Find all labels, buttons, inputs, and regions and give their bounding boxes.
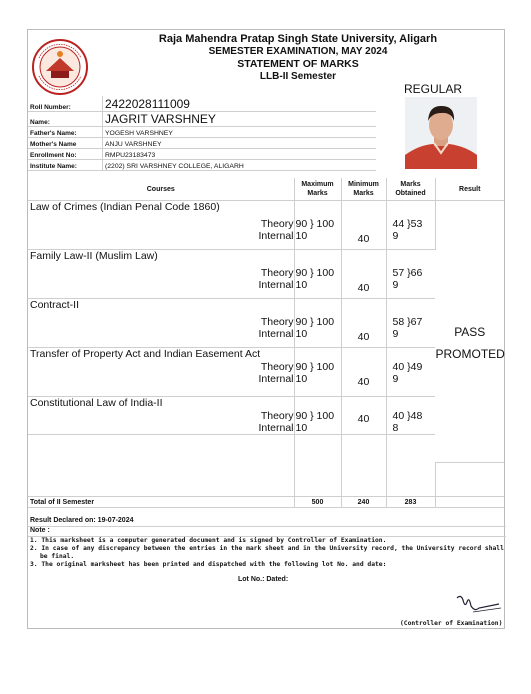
total-label: Total of II Semester <box>28 497 294 508</box>
blank-row <box>28 435 504 463</box>
theory-obtained: 40 <box>392 410 405 422</box>
total-obtained: 49 <box>410 361 423 373</box>
theory-max: 90 <box>295 218 308 230</box>
father-name-label: Father's Name: <box>28 126 103 137</box>
minimum-marks-header: Minimum Marks <box>341 178 386 201</box>
internal-label: Internal <box>258 230 294 242</box>
marks-obtained-header: Marks Obtained <box>386 178 435 201</box>
status-badge: REGULAR <box>404 82 463 96</box>
min-marks: 40 <box>357 282 370 294</box>
theory-label: Theory <box>260 361 294 373</box>
internal-obtained: 9 <box>392 328 399 340</box>
course-name: Constitutional Law of India-II <box>30 397 163 409</box>
internal-obtained: 9 <box>392 279 399 291</box>
internal-obtained: 8 <box>392 422 399 434</box>
roll-number-value: 2422028111009 <box>103 96 377 111</box>
note-3: 3. The original marksheet has been printed and dispatched with the following lot No. and date: <box>30 561 387 568</box>
internal-max: 10 <box>295 328 308 340</box>
internal-label: Internal <box>258 422 294 434</box>
min-marks: 40 <box>357 376 370 388</box>
enrollment-label: Enrollment No: <box>28 148 103 159</box>
enrollment-value: RMPU23183473 <box>103 148 377 159</box>
min-marks: 40 <box>357 331 370 343</box>
header <box>28 30 504 86</box>
total-row <box>28 497 504 508</box>
table-row: Law of Crimes (Indian Penal Code 1860) Theory Internal 90 } 100 10 40 44 }53 9 PASS PROMOTED <box>28 201 504 250</box>
semester-title: LLB-II Semester <box>259 71 337 82</box>
theory-max: 90 <box>295 267 308 279</box>
total-obtained: 53 <box>410 218 423 230</box>
note-2-cont: be final. <box>40 553 75 560</box>
table-row: Family Law-II (Muslim Law) Theory Internal 90 } 100 10 40 57 }66 9 <box>28 250 504 299</box>
internal-obtained: 9 <box>392 373 399 385</box>
institute-value: (2202) SRI VARSHNEY COLLEGE, ALIGARH <box>103 159 377 170</box>
controller-label: (Controller of Examination) <box>400 620 503 627</box>
theory-obtained: 40 <box>392 361 405 373</box>
marks-table <box>28 178 504 508</box>
total-min-marks: 240 <box>341 497 386 508</box>
student-info <box>28 96 376 171</box>
internal-max: 10 <box>295 373 308 385</box>
father-name-value: YOGESH VARSHNEY <box>103 126 377 137</box>
maximum-marks-header: Maximum Marks <box>294 178 341 201</box>
blank-row <box>28 463 504 497</box>
min-marks: 40 <box>357 412 370 425</box>
total-max-marks: 500 <box>294 497 341 508</box>
statement-title: STATEMENT OF MARKS <box>237 58 359 70</box>
mother-name-value: ANJU VARSHNEY <box>103 137 377 148</box>
note-2: 2. In case of any discrepancy between the entries in the mark sheet and in the University record, the University record shall <box>30 545 504 552</box>
internal-max: 10 <box>295 422 308 434</box>
exam-title: SEMESTER EXAMINATION, MAY 2024 <box>208 46 388 57</box>
mother-name-label: Mother's Name <box>28 137 103 148</box>
total-max: 100 <box>316 410 335 422</box>
course-name: Family Law-II (Muslim Law) <box>30 250 158 262</box>
total-obtained: 66 <box>410 267 423 279</box>
courses-header: Courses <box>28 178 294 201</box>
student-photo <box>405 97 477 169</box>
theory-label: Theory <box>260 316 294 328</box>
course-name: Law of Crimes (Indian Penal Code 1860) <box>30 201 220 213</box>
theory-label: Theory <box>260 410 294 422</box>
table-row: Constitutional Law of India-II Theory Internal 90 } 100 10 40 40 }48 8 <box>28 397 504 435</box>
controller-signature <box>453 592 503 616</box>
internal-label: Internal <box>258 373 294 385</box>
table-row: Transfer of Property Act and Indian Easement Act Theory Internal 90 } 100 10 40 40 }49 9 <box>28 348 504 397</box>
total-obtained-marks: 283 <box>386 497 435 508</box>
theory-obtained: 44 <box>392 218 405 230</box>
theory-label: Theory <box>260 267 294 279</box>
theory-max: 90 <box>295 361 308 373</box>
note-title: Note : <box>28 527 506 537</box>
total-max: 100 <box>316 316 335 328</box>
result-declared: Result Declared on: 19-07-2024 <box>28 517 506 527</box>
total-obtained: 48 <box>410 410 423 422</box>
lot-number: Lot No.: Dated: <box>238 576 289 583</box>
university-seal-icon <box>31 38 89 96</box>
theory-obtained: 57 <box>392 267 405 279</box>
internal-max: 10 <box>295 279 308 291</box>
theory-obtained: 58 <box>392 316 405 328</box>
result-promoted: PROMOTED <box>435 346 505 361</box>
university-name: Raja Mahendra Pratap Singh State University, Aligarh <box>158 33 438 45</box>
internal-label: Internal <box>258 328 294 340</box>
total-max: 100 <box>316 267 335 279</box>
roll-number-label: Roll Number: <box>28 96 103 111</box>
total-max: 100 <box>316 361 335 373</box>
course-name: Contract-II <box>30 299 80 311</box>
result-pass: PASS <box>454 324 486 339</box>
course-name: Transfer of Property Act and Indian Easement Act <box>30 348 261 360</box>
total-max: 100 <box>316 218 335 230</box>
notes <box>28 537 506 569</box>
table-row: Contract-II Theory Internal 90 } 100 10 40 58 }67 9 <box>28 299 504 348</box>
internal-obtained: 9 <box>392 230 399 242</box>
note-1: 1. This marksheet is a computer generated document and is signed by Controller of Examination. <box>30 537 387 544</box>
name-value: JAGRIT VARSHNEY <box>103 111 377 126</box>
marksheet <box>27 29 505 629</box>
theory-max: 90 <box>295 316 308 328</box>
total-obtained: 67 <box>410 316 423 328</box>
name-label: Name: <box>28 111 103 126</box>
result-header: Result <box>435 178 504 201</box>
theory-label: Theory <box>260 218 294 230</box>
institute-label: Institute Name: <box>28 159 103 170</box>
min-marks: 40 <box>357 233 370 245</box>
theory-max: 90 <box>295 410 308 422</box>
internal-max: 10 <box>295 230 308 242</box>
internal-label: Internal <box>258 279 294 291</box>
